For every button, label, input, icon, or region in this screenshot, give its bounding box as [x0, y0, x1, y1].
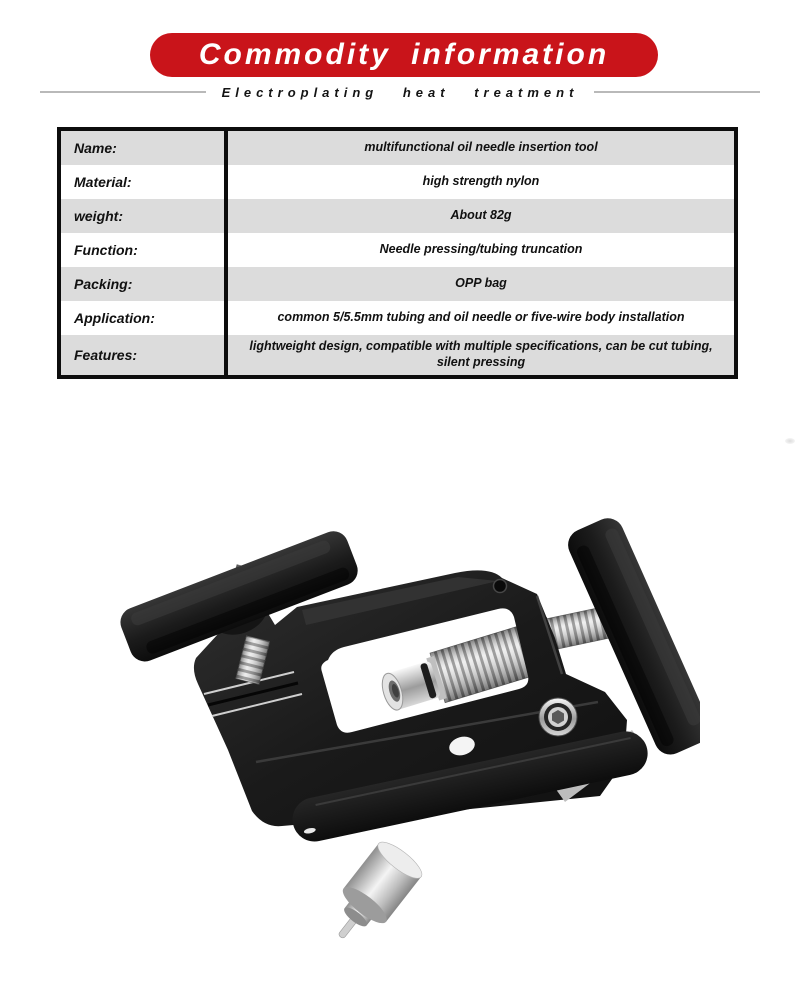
- subtitle: Electroplating heat treatment: [221, 84, 579, 100]
- spec-table: [57, 127, 738, 379]
- banner: [150, 33, 658, 77]
- right-rule-line: [594, 91, 760, 93]
- row-value: Needle pressing/tubing truncation: [379, 242, 583, 257]
- row-label: Function:: [61, 233, 228, 267]
- table-row: [61, 165, 734, 199]
- row-value: high strength nylon: [422, 174, 540, 189]
- row-value: common 5/5.5mm tubing and oil needle or five-wire body installation: [277, 310, 685, 325]
- hex-socket-screw: [539, 698, 577, 736]
- subtitle-row: [40, 82, 760, 102]
- corner-dimple: [494, 580, 507, 593]
- row-label: Name:: [61, 131, 228, 165]
- row-value: About 82g: [450, 208, 512, 223]
- table-row: [61, 301, 734, 335]
- product-photo: [100, 478, 700, 948]
- row-label: Application:: [61, 301, 228, 335]
- needle-bushing: [319, 836, 427, 948]
- page-title: Commodity information: [198, 38, 610, 71]
- table-row: [61, 199, 734, 233]
- table-row: [61, 267, 734, 301]
- row-label: Features:: [61, 335, 228, 375]
- table-row: [61, 335, 734, 375]
- row-value: OPP bag: [455, 276, 507, 291]
- row-value: lightweight design, compatible with multiple specifications, can be cut tubing, silent pressing: [249, 339, 713, 369]
- table-row: [61, 131, 734, 165]
- row-label: Material:: [61, 165, 228, 199]
- scan-artifact: [785, 438, 795, 444]
- row-label: Packing:: [61, 267, 228, 301]
- table-row: [61, 233, 734, 267]
- row-label: weight:: [61, 199, 228, 233]
- left-rule-line: [40, 91, 206, 93]
- row-value: multifunctional oil needle insertion tool: [364, 140, 598, 155]
